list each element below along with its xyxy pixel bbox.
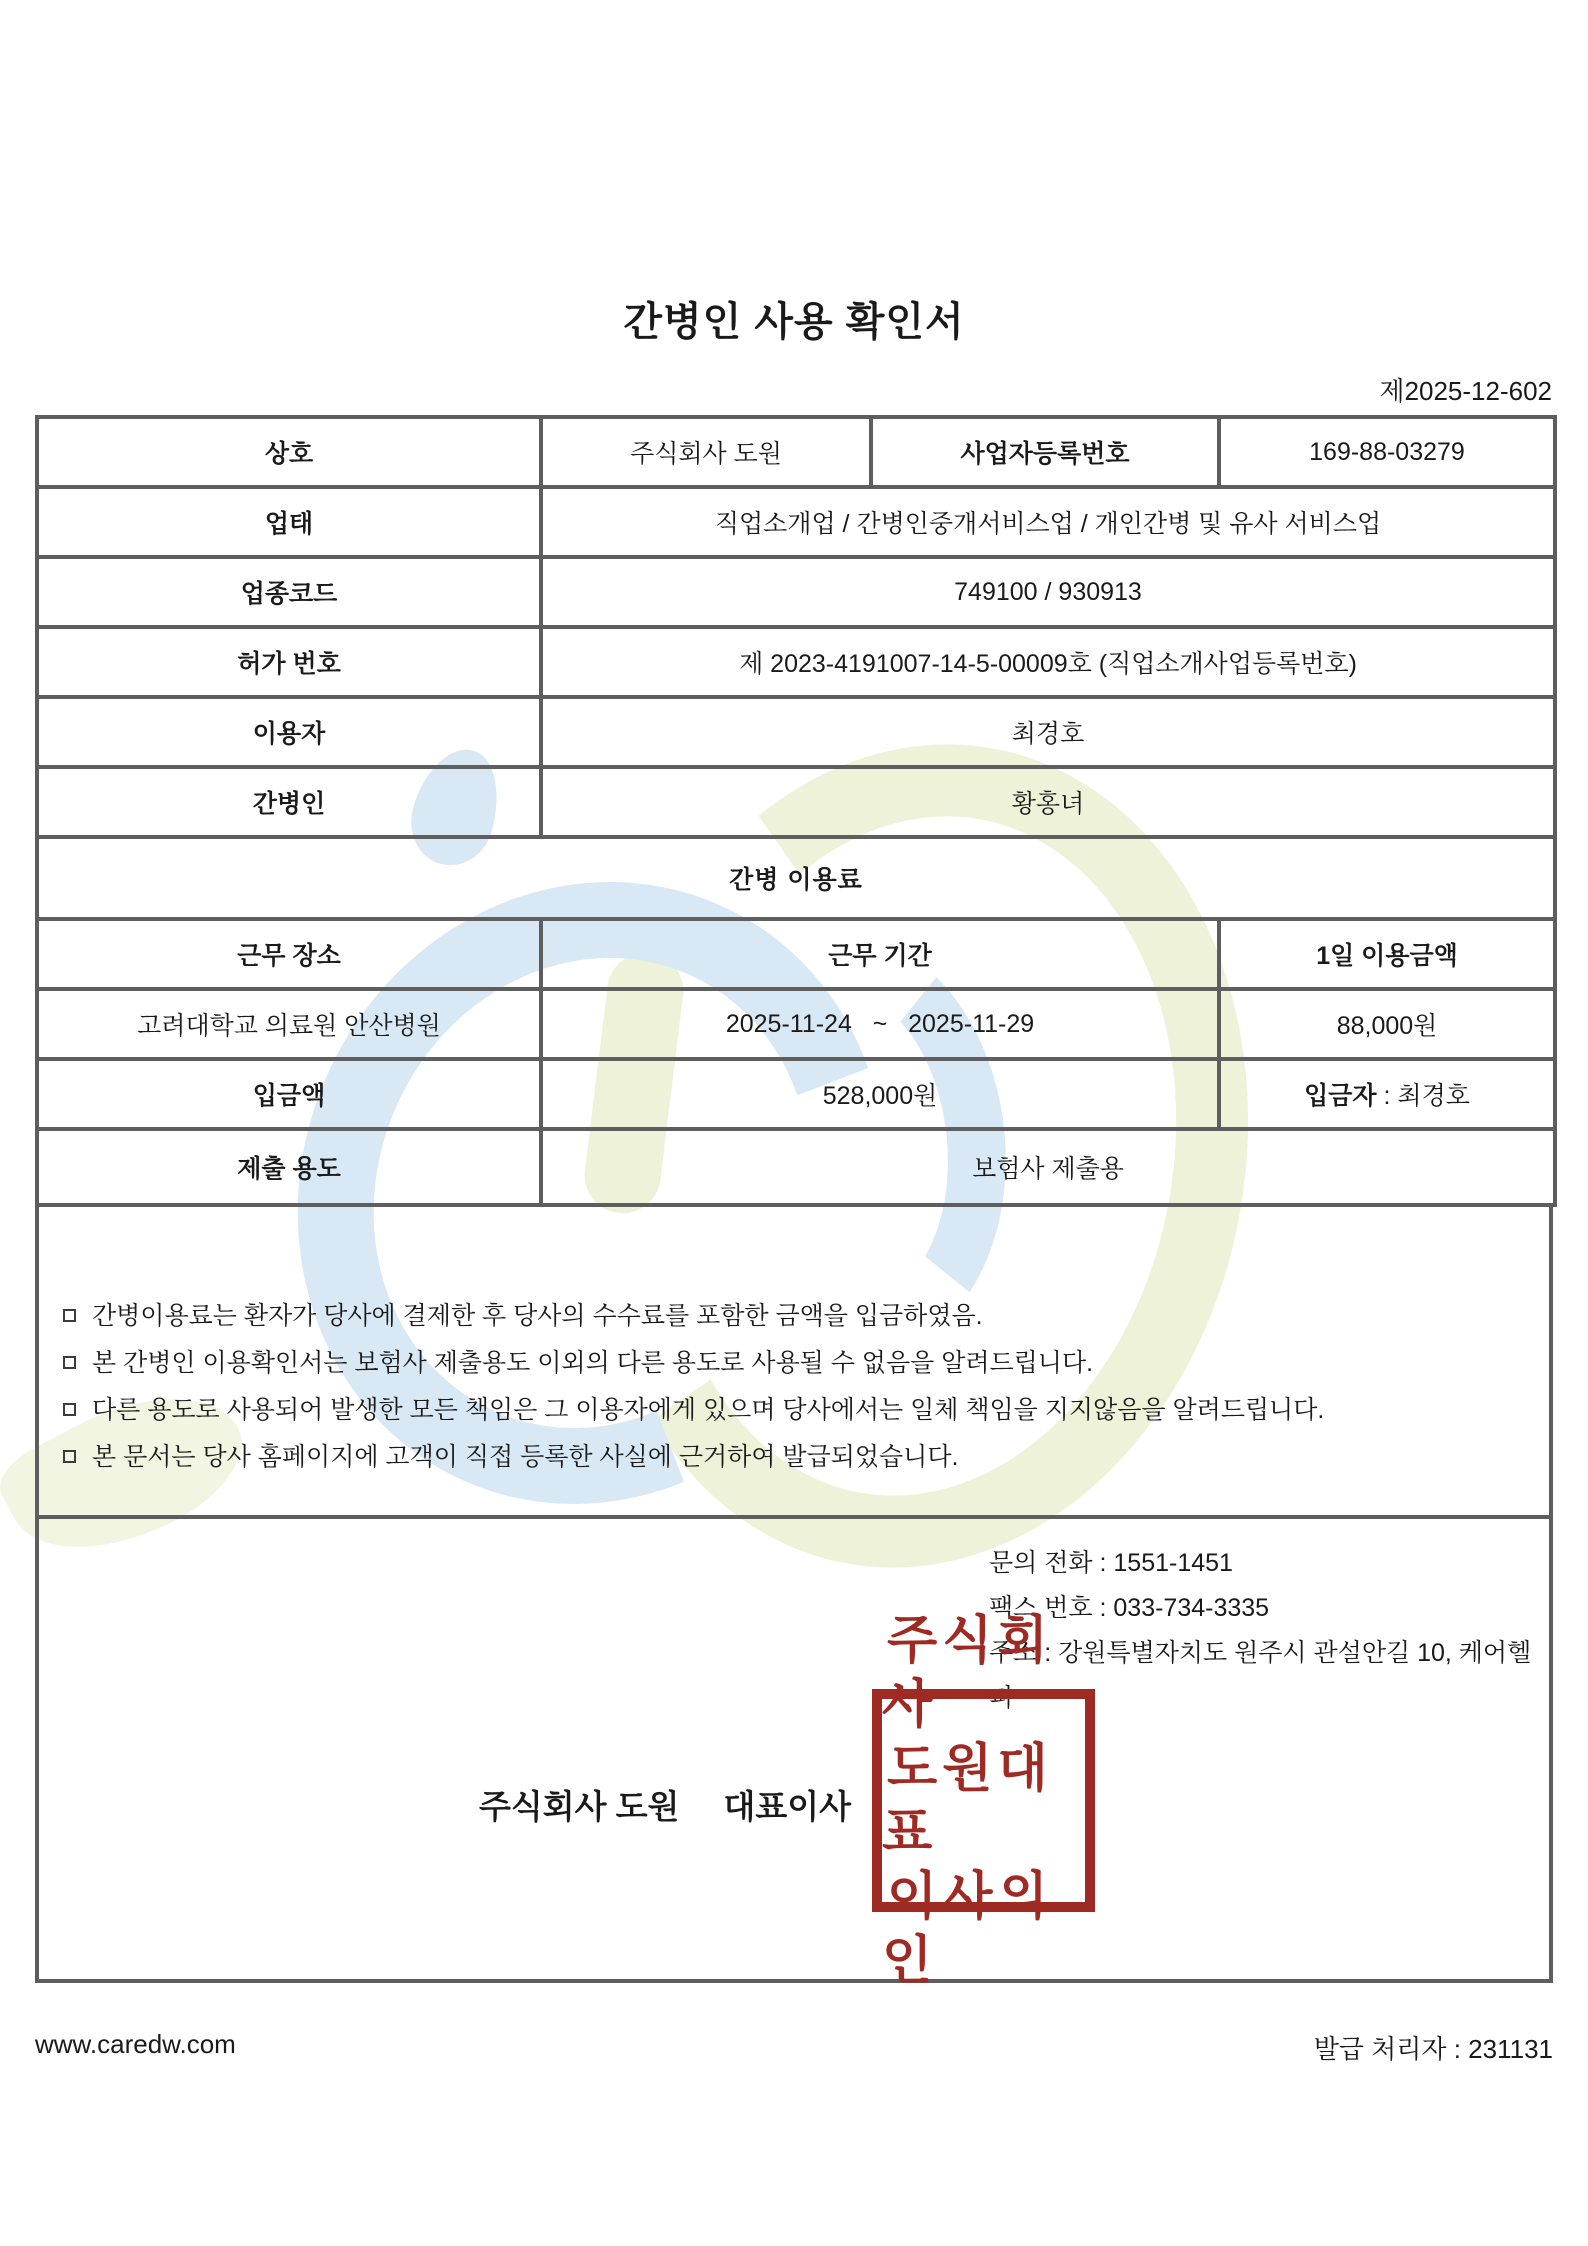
square-bullet-icon [63, 1356, 76, 1369]
page-footer [35, 2029, 1553, 2066]
note-text: 본 문서는 당사 홈페이지에 고객이 직접 등록한 사실에 근거하여 발급되었습니다. [92, 1443, 959, 1471]
table-row-industry-code [37, 557, 1555, 627]
table-row-company [37, 417, 1555, 487]
value-deposit-amount: 528,000원 [541, 1059, 1219, 1129]
label-permit-number: 허가 번호 [37, 627, 541, 697]
value-submission-purpose: 보험사 제출용 [541, 1129, 1555, 1205]
note-item [63, 1387, 1529, 1434]
confirmation-table [35, 415, 1557, 1207]
value-business-reg-no: 169-88-03279 [1219, 417, 1555, 487]
table-row-fee-headers [37, 919, 1555, 989]
signature-line [479, 1781, 851, 1828]
footer-website: www.caredw.com [35, 2029, 236, 2059]
value-industry-code: 749100 / 930913 [541, 557, 1555, 627]
table-row-purpose [37, 1129, 1555, 1205]
contact-phone: 문의 전화 : 1551-1451 [989, 1549, 1233, 1577]
signature-role: 대표이사 [723, 1788, 851, 1825]
label-depositor: 입금자 [1304, 1082, 1377, 1110]
page-title: 간병인 사용 확인서 [623, 300, 965, 344]
value-work-period: 2025-11-24 ~ 2025-11-29 [541, 989, 1219, 1059]
value-user: 최경호 [541, 697, 1555, 767]
value-permit-number: 제 2023-4191007-14-5-00009호 (직업소개사업등록번호) [541, 627, 1555, 697]
note-text: 본 간병인 이용확인서는 보험사 제출용도 이외의 다른 용도로 사용될 수 없음을 알려드립니다. [92, 1349, 1094, 1377]
contact-fax: 팩스 번호 : 033-734-3335 [989, 1594, 1270, 1622]
table-row-user [37, 697, 1555, 767]
stamp-text-line: 도원대표 [882, 1739, 1053, 1862]
value-daily-amount: 88,000원 [1219, 989, 1555, 1059]
signature-box [35, 1515, 1553, 1990]
label-company-name: 상호 [37, 417, 541, 487]
depositor-name: : 최경호 [1376, 1082, 1470, 1110]
label-deposit-amount: 입금액 [37, 1059, 541, 1129]
table-row-fee-values [37, 989, 1555, 1059]
square-bullet-icon [63, 1309, 76, 1322]
note-text: 간병이용료는 환자가 당사에 결제한 후 당사의 수수료를 포함한 금액을 입금하였음. [92, 1302, 983, 1330]
table-row-deposit [37, 1059, 1555, 1129]
document-number: 제2025-12-602 [1379, 376, 1552, 406]
label-business-reg-no: 사업자등록번호 [871, 417, 1219, 487]
value-caregiver: 황홍녀 [541, 767, 1555, 837]
label-caregiver: 간병인 [37, 767, 541, 837]
table-row-business-type [37, 487, 1555, 557]
footer-issuer: 발급 처리자 : 231131 [1313, 2034, 1553, 2064]
fee-section-title: 간병 이용료 [37, 837, 1555, 919]
table-row-fee-section-title [37, 837, 1555, 919]
note-item [63, 1434, 1529, 1481]
value-company-name: 주식회사 도원 [541, 417, 871, 487]
label-industry-code: 업종코드 [37, 557, 541, 627]
label-business-type: 업태 [37, 487, 541, 557]
header-work-period: 근무 기간 [541, 919, 1219, 989]
header-work-place: 근무 장소 [37, 919, 541, 989]
corporate-seal-stamp-icon [872, 1611, 1095, 1990]
notes-box [35, 1203, 1553, 1519]
square-bullet-icon [63, 1403, 76, 1416]
table-row-caregiver [37, 767, 1555, 837]
note-item [63, 1293, 1529, 1340]
contact-address: 주소 : 강원특별자치도 원주시 관설안길 10, 케어헬퍼 [989, 1639, 1532, 1712]
note-item [63, 1340, 1529, 1387]
table-row-permit-number [37, 627, 1555, 697]
note-text: 다른 용도로 사용되어 발생한 모든 책임은 그 이용자에게 있으며 당사에서는 일체 책임을 지지않음을 알려드립니다. [92, 1396, 1325, 1424]
signature-company-name: 주식회사 도원 [479, 1788, 680, 1825]
value-depositor [1219, 1059, 1555, 1129]
stamp-text-line: 주식회사 [882, 1611, 1053, 1734]
label-user: 이용자 [37, 697, 541, 767]
stamp-text-line: 이사의인 [882, 1867, 1053, 1990]
header-daily-amount: 1일 이용금액 [1219, 919, 1555, 989]
label-submission-purpose: 제출 용도 [37, 1129, 541, 1205]
value-business-type: 직업소개업 / 간병인중개서비스업 / 개인간병 및 유사 서비스업 [541, 487, 1555, 557]
square-bullet-icon [63, 1450, 76, 1463]
value-work-place: 고려대학교 의료원 안산병원 [37, 989, 541, 1059]
